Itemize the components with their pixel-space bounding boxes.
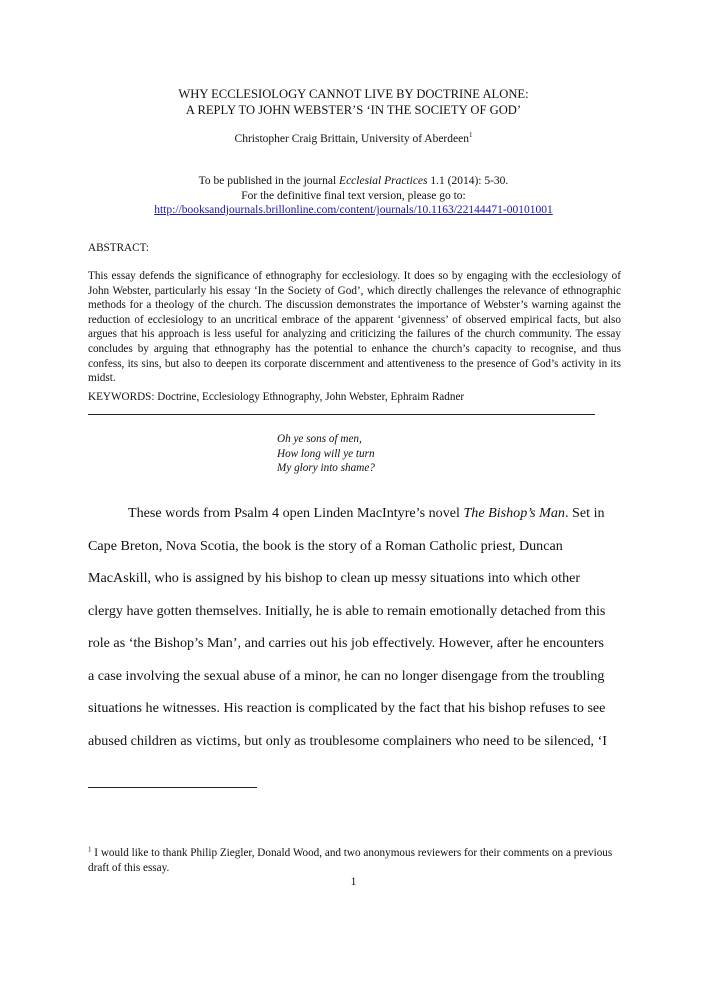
body-line-1-prefix: These words from Psalm 4 open Linden MacIntyre’s novel [128, 505, 464, 521]
epigraph-line-3: My glory into shame? [277, 462, 375, 474]
footnote-mark: 1 [88, 845, 92, 854]
epigraph-line-2: How long will ye turn [277, 447, 375, 460]
body-line-7: situations he witnesses. His reaction is complicated by the fact that his bishop refuses to see [88, 700, 606, 716]
title-line-2: A REPLY TO JOHN WEBSTER’S ‘IN THE SOCIETY OF GOD’ [185, 103, 522, 117]
body-line-2: Cape Breton, Nova Scotia, the book is the story of a Roman Catholic priest, Duncan [88, 537, 563, 554]
title-line-1: WHY ECCLESIOLOGY CANNOT LIVE BY DOCTRINE ALONE: [178, 87, 529, 101]
body-line-6: a case involving the sexual abuse of a minor, he can no longer disengage from the troubling [88, 667, 605, 684]
abstract-heading: ABSTRACT: [88, 242, 149, 254]
publication-line-1 [0, 174, 707, 189]
author-name: Christopher Craig Brittain, University of Aberdeen [234, 133, 469, 145]
paper-title [0, 86, 707, 118]
author-affiliation [0, 133, 707, 145]
body-line-5: role as ‘the Bishop’s Man’, and carries out his job effectively. However, after he encounters [88, 635, 605, 651]
footnote-separator [88, 787, 257, 788]
page-number: 1 [350, 876, 357, 888]
author-footnote-mark[interactable]: 1 [468, 131, 473, 140]
abstract-text: This essay defends the significance of ethnography for ecclesiology. It does so by engaging with the ecclesiology of John Webster, particularly his essay ‘In the Society of God’, which directly challenges the relevance of ethnographic methods for a theology of the church. The discussion demonstrates the importance of Webster’s warning against the reduction of ecclesiology to an uncritical embrace of the apparent ‘givenness’ of observed empirical facts, but also argues that his approach is less useful for analyzing and criticizing the failures of the church community. The essay concludes by arguing that ethnography has the potential to enhance the church’s capacity to recognise, and thus confess, its sins, but also to deepen its corporate discernment and attentiveness to the presence of God’s activity in its midst. [88, 270, 621, 385]
body-line-1-suffix: . Set in [564, 505, 605, 521]
publication-line-2: For the definitive final text version, please go to: [241, 189, 466, 202]
epigraph [277, 432, 375, 476]
novel-title: The Bishop’s Man [463, 505, 565, 521]
journal-name: Ecclesial Practices [339, 175, 428, 187]
keywords: KEYWORDS: Doctrine, Ecclesiology Ethnography, John Webster, Ephraim Radner [88, 391, 465, 403]
publication-prefix: To be published in the journal [198, 175, 340, 187]
body-line-1 [88, 497, 621, 530]
body-line-8: abused children as victims, but only as troublesome complainers who need to be silenced, ‘I [88, 732, 607, 749]
publication-suffix: 1.1 (2014): 5-30. [427, 175, 509, 187]
epigraph-line-1: Oh ye sons of men, [277, 433, 362, 445]
publication-url-link[interactable]: http://booksandjournals.brillonline.com/content/journals/10.1163/22144471-00101001 [154, 204, 553, 216]
body-line-3: MacAskill, who is assigned by his bishop to clean up messy situations into which other [88, 570, 581, 586]
section-divider [88, 414, 595, 415]
footnote-1 [88, 846, 621, 876]
body-line-4: clergy have gotten themselves. Initially, he is able to remain emotionally detached from this [88, 602, 606, 619]
footnote-text: I would like to thank Philip Ziegler, Donald Wood, and two anonymous reviewers for their comments on a previous draft of this essay. [88, 847, 613, 874]
publication-info [0, 174, 707, 218]
body-paragraph [88, 497, 621, 757]
